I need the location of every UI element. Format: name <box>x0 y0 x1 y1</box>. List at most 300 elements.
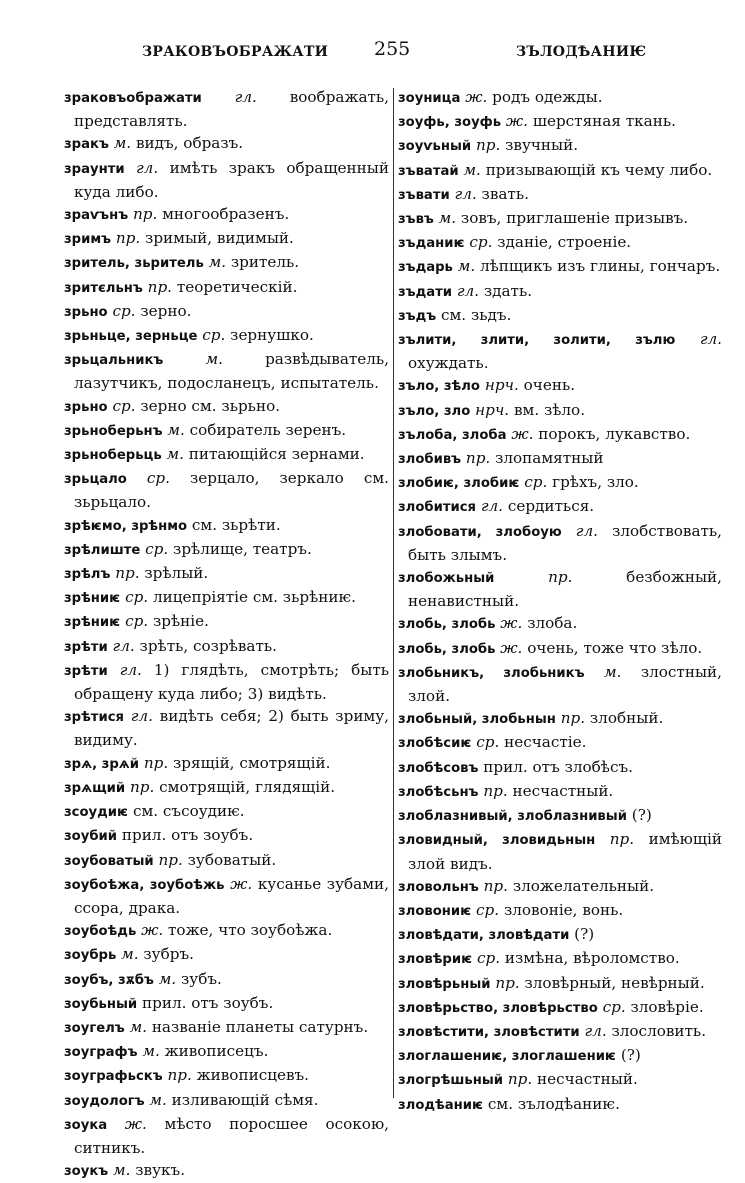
dictionary-entry <box>398 495 722 519</box>
entry-definition: зрѣть, созрѣвать. <box>139 636 277 655</box>
entry-definition: (?) <box>574 925 595 944</box>
dictionary-entry <box>398 183 722 207</box>
dictionary-entry <box>398 996 722 1020</box>
dictionary-entry <box>398 804 722 828</box>
entry-definition: зубъ. <box>180 969 222 988</box>
dictionary-entry <box>398 1044 722 1068</box>
entry-headword: зоуграфъ <box>64 1045 138 1061</box>
dictionary-entry <box>64 132 389 156</box>
entry-headword: зъдарь <box>398 260 453 276</box>
entry-definition: сердиться. <box>507 497 595 516</box>
dictionary-entry <box>64 705 389 751</box>
entry-grammar-label: ср. <box>202 326 226 345</box>
dictionary-entry <box>64 968 389 992</box>
entry-headword: зъдъ <box>398 308 437 324</box>
dictionary-entry <box>398 637 722 661</box>
entry-headword: зъло, зѣло <box>398 379 480 395</box>
entry-definition: зубоватый. <box>187 850 277 869</box>
entry-headword: зрьно <box>64 399 108 415</box>
dictionary-entry <box>64 610 389 634</box>
entry-definition: см. зьрѣти. <box>191 515 281 534</box>
entry-headword: зраунти <box>64 161 125 177</box>
entry-definition: злоба. <box>527 614 578 633</box>
entry-headword: зримъ <box>64 232 112 248</box>
entry-definition: прил. отъ зоубъ. <box>121 826 254 845</box>
entry-headword: зловидный, зловидьнын <box>398 833 596 849</box>
entry-headword: зловѣриѥ <box>398 952 473 968</box>
dictionary-entry <box>64 1016 389 1040</box>
entry-definition: зрящій, смотрящій. <box>173 753 331 772</box>
column-divider <box>393 88 394 1098</box>
entry-headword: злобожьный <box>398 571 495 587</box>
entry-definition: многообразенъ. <box>162 205 290 224</box>
entry-definition: зданіе, строеніе. <box>497 233 632 252</box>
entry-grammar-label: гл. <box>454 184 477 203</box>
entry-headword: зъвати <box>398 187 450 203</box>
dictionary-entry <box>398 923 722 947</box>
entry-headword: злодѣаниѥ <box>398 1097 484 1113</box>
dictionary-entry <box>398 972 722 996</box>
entry-grammar-label: м. <box>463 160 481 179</box>
entry-grammar-label: м. <box>438 209 457 228</box>
dictionary-entry <box>64 419 389 443</box>
entry-headword: зрѣниѥ <box>64 591 121 607</box>
entry-definition: тоже, что зоубоѣжа. <box>168 921 333 940</box>
dictionary-entry <box>398 566 722 612</box>
dictionary-entry <box>64 659 389 705</box>
entry-headword: зоугелъ <box>64 1020 125 1036</box>
entry-grammar-label: м. <box>113 134 132 153</box>
entry-grammar-label: ср. <box>146 469 170 488</box>
entry-headword: зраковъображати <box>64 91 202 106</box>
entry-grammar-label: м. <box>166 445 184 464</box>
entry-definition: вм. зѣло. <box>513 400 586 419</box>
entry-grammar-label: гл. <box>136 158 159 177</box>
entry-grammar-label: пр. <box>548 568 573 587</box>
entry-grammar-label: гл. <box>234 88 257 106</box>
entry-headword: зрьньце, зерньце <box>64 329 198 345</box>
dictionary-entry <box>398 159 722 183</box>
entry-headword: зоубий <box>64 829 118 845</box>
dictionary-entry <box>64 227 389 251</box>
entry-definition: зерно. <box>140 301 192 320</box>
dictionary-entry <box>64 251 389 275</box>
entry-definition: зернушко. <box>230 326 314 345</box>
entry-headword: зълоба, злоба <box>398 427 507 443</box>
entry-headword: злобь, злобь <box>398 617 496 633</box>
entry-definition: питающійся зернами. <box>188 445 365 464</box>
dictionary-entry <box>398 280 722 304</box>
entry-headword: зловѣрьный <box>398 976 491 992</box>
entry-grammar-label: м. <box>142 1042 160 1061</box>
entry-headword: злобиѥ, злобиѥ <box>398 476 520 492</box>
entry-headword: зрьцальникъ <box>64 353 164 369</box>
entry-grammar-label: пр. <box>483 876 508 895</box>
entry-grammar-label: нрч. <box>484 376 519 395</box>
entry-grammar-label: ж. <box>500 638 523 657</box>
dictionary-entry <box>64 514 389 538</box>
entry-headword: зъдати <box>398 284 453 300</box>
entry-grammar-label: ж. <box>511 424 534 443</box>
entry-grammar-label: ж. <box>141 921 164 940</box>
entry-definition: имѣть зракъ обращенный куда либо. <box>74 158 390 201</box>
dictionary-entry <box>64 324 389 348</box>
entry-definition: зловѣрный, невѣрный. <box>524 973 705 992</box>
entry-headword: зрѧ, зрѧй <box>64 756 139 772</box>
entry-headword: зоубоѣдь <box>64 924 137 940</box>
entry-definition: зрѣлище, театръ. <box>173 539 312 558</box>
entry-headword: зъватай <box>398 163 459 179</box>
dictionary-entry <box>64 824 389 848</box>
entry-grammar-label: ср. <box>125 588 149 607</box>
entry-headword: зритель, зьритель <box>64 256 204 272</box>
dictionary-entry <box>64 800 389 824</box>
entry-definition: воображать, представлять. <box>74 88 390 131</box>
dictionary-entry <box>398 899 722 923</box>
entry-headword: зритєльнъ <box>64 280 143 296</box>
dictionary-entry <box>64 1113 389 1159</box>
dictionary-entry <box>64 992 389 1016</box>
entry-definition: очень. <box>523 376 576 395</box>
dictionary-entry <box>64 586 389 610</box>
entry-headword: зоуфь, зоуфь <box>398 115 502 131</box>
entry-definition: (?) <box>631 806 652 825</box>
entry-grammar-label: гл. <box>456 281 480 300</box>
dictionary-entry <box>398 780 722 804</box>
entry-definition: зрѣніе. <box>152 612 209 631</box>
entry-definition: зерцало, зеркало см. зьрьцало. <box>74 469 389 512</box>
right-column <box>398 86 722 1117</box>
entry-grammar-label: ср. <box>145 539 169 558</box>
dictionary-entry <box>398 731 722 755</box>
dictionary-entry <box>398 520 722 566</box>
entry-definition: злобный. <box>589 709 664 728</box>
entry-headword: зоуница <box>398 91 461 106</box>
dictionary-entry <box>64 943 389 967</box>
entry-headword: зоуѵьный <box>398 139 472 155</box>
entry-grammar-label: гл. <box>480 497 504 516</box>
dictionary-entry <box>64 752 389 776</box>
entry-definition: несчастный. <box>537 1070 638 1089</box>
entry-headword: злобѣсьнъ <box>398 784 479 800</box>
entry-definition: видъ, образъ. <box>135 134 244 153</box>
entry-grammar-label: пр. <box>560 709 586 728</box>
entry-headword: зсоудиѥ <box>64 805 129 821</box>
entry-definition: порокъ, лукавство. <box>538 424 691 443</box>
entry-headword: зрьно <box>64 304 108 320</box>
dictionary-entry <box>64 776 389 800</box>
entry-grammar-label: ж. <box>230 874 253 893</box>
entry-headword: зрѣти <box>64 639 108 655</box>
entry-headword: зълити, злити, золити, зълю <box>398 333 676 349</box>
entry-definition: имѣющій злой видъ. <box>408 830 722 873</box>
entry-definition: зритель. <box>230 253 300 272</box>
entry-headword: злобьникъ, злобьникъ <box>398 665 585 681</box>
dictionary-entry <box>398 134 722 158</box>
dictionary-entry <box>64 467 389 513</box>
entry-headword: злобитися <box>398 500 476 516</box>
entry-grammar-label: пр. <box>129 777 155 796</box>
entry-grammar-label: м. <box>205 350 223 369</box>
dictionary-entry <box>398 471 722 495</box>
entry-grammar-label: гл. <box>119 660 142 679</box>
dictionary-entry <box>398 875 722 899</box>
entry-definition: лѣпщикъ изъ глины, гончаръ. <box>479 257 721 276</box>
entry-definition: 1) глядѣть, смотрѣть; быть обращену куда либо; 3) видѣть. <box>74 660 390 704</box>
entry-headword: зрьноберьць <box>64 448 162 464</box>
dictionary-entry <box>398 86 722 110</box>
entry-definition: см. зълодѣаниѥ. <box>487 1094 620 1113</box>
header-right-guideword: ЗЪЛОДѢАНИѤ <box>516 44 647 60</box>
entry-headword: зловѣдати, зловѣдати <box>398 928 570 944</box>
entry-definition: зримый, видимый. <box>145 229 294 248</box>
entry-grammar-label: ж. <box>505 112 529 131</box>
entry-headword: зрьноберьнъ <box>64 423 163 439</box>
entry-headword: зракъ <box>64 137 109 153</box>
entry-definition: прил. отъ злобѣсъ. <box>483 757 633 776</box>
dictionary-entry <box>398 661 722 707</box>
entry-definition: см. съсоудиѥ. <box>132 802 245 821</box>
entry-definition: здать. <box>483 281 533 300</box>
entry-headword: зоубрь <box>64 948 117 964</box>
dictionary-entry <box>398 1068 722 1092</box>
dictionary-entry <box>64 203 389 227</box>
dictionary-entry <box>64 157 389 203</box>
entry-grammar-label: гл. <box>575 521 598 540</box>
entry-definition: охуждать. <box>408 354 489 373</box>
dictionary-entry <box>64 86 389 132</box>
entry-grammar-label: пр. <box>465 449 491 468</box>
entry-grammar-label: пр. <box>483 781 508 800</box>
entry-grammar-label: м. <box>603 662 622 681</box>
entry-definition: живописцевъ. <box>196 1066 309 1085</box>
dictionary-entry <box>64 395 389 419</box>
entry-grammar-label: ср. <box>602 997 626 1016</box>
entry-grammar-label: ср. <box>112 301 136 320</box>
entry-headword: зрѧщий <box>64 780 126 796</box>
entry-headword: зъло, зло <box>398 403 471 419</box>
entry-definition: прил. отъ зоубъ. <box>141 993 274 1012</box>
dictionary-entry <box>398 447 722 471</box>
entry-definition: зложелательный. <box>512 876 655 895</box>
entry-grammar-label: м. <box>113 1161 131 1180</box>
entry-headword: злобивъ <box>398 452 462 468</box>
dictionary-entry <box>64 276 389 300</box>
entry-definition: лицепріятіе см. зьрѣниѥ. <box>152 588 356 607</box>
dictionary-entry <box>64 538 389 562</box>
entry-definition: грѣхъ, зло. <box>552 473 639 492</box>
entry-definition: живописецъ. <box>164 1042 269 1061</box>
dictionary-entry <box>64 300 389 324</box>
entry-definition: теоретическій. <box>176 277 298 296</box>
entry-grammar-label: пр. <box>609 830 635 849</box>
entry-headword: зъданиѥ <box>398 236 465 252</box>
entry-headword: зрѣти <box>64 663 108 679</box>
dictionary-entry <box>64 849 389 873</box>
entry-definition: злобствовать, быть злымъ. <box>408 521 723 564</box>
dictionary-entry <box>398 423 722 447</box>
dictionary-entry <box>398 756 722 780</box>
entry-definition: злословить. <box>611 1021 707 1040</box>
entry-grammar-label: пр. <box>147 277 172 296</box>
entry-definition: очень, тоже что зѣло. <box>527 638 703 657</box>
entry-grammar-label: м. <box>167 420 185 439</box>
entry-definition: названіе планеты сатурнъ. <box>151 1017 369 1036</box>
entry-definition: зловѣріе. <box>630 997 704 1016</box>
entry-headword: злобовати, злобоую <box>398 524 562 540</box>
dictionary-entry <box>64 873 389 919</box>
entry-grammar-label: гл. <box>130 707 153 726</box>
dictionary-entry <box>398 231 722 255</box>
entry-definition: несчастіе. <box>504 733 587 752</box>
entry-grammar-label: ср. <box>477 949 501 968</box>
dictionary-entry <box>398 612 722 636</box>
dictionary-entry <box>64 1040 389 1064</box>
entry-grammar-label: м. <box>158 969 177 988</box>
entry-definition: несчастный. <box>512 781 614 800</box>
running-header <box>0 38 745 74</box>
entry-grammar-label: ср. <box>476 733 500 752</box>
entry-headword: зраѵънъ <box>64 208 129 224</box>
entry-definition: звукъ. <box>135 1161 186 1180</box>
left-column <box>64 86 389 1183</box>
entry-headword: злоглашениѥ, злоглашениѥ <box>398 1049 616 1065</box>
entry-definition: звучный. <box>505 136 579 155</box>
entry-grammar-label: пр. <box>158 850 183 869</box>
dictionary-entry <box>64 635 389 659</box>
entry-definition: изливающій сѣмя. <box>171 1090 319 1109</box>
entry-definition: зловоніе, вонь. <box>503 900 624 919</box>
entry-grammar-label: ж. <box>465 88 488 106</box>
entry-definition: кусанье зубами, ссора, драка. <box>74 874 389 917</box>
entry-headword: зрѣлъ <box>64 567 111 583</box>
entry-headword: зоукъ <box>64 1164 109 1180</box>
dictionary-entry <box>398 399 722 423</box>
header-left-guideword: ЗРАКОВЪОБРАЖАТИ <box>142 44 329 60</box>
entry-definition: собиратель зеренъ. <box>189 420 347 439</box>
entry-definition: смотрящій, глядящій. <box>159 777 336 796</box>
entry-grammar-label: гл. <box>699 330 722 349</box>
entry-grammar-label: пр. <box>115 229 141 248</box>
dictionary-entry <box>398 1093 722 1117</box>
entry-definition: злостный, злой. <box>408 662 722 706</box>
dictionary-entry <box>64 1064 389 1088</box>
entry-definition: звать. <box>481 184 529 203</box>
entry-grammar-label: гл. <box>584 1021 607 1040</box>
entry-definition: (?) <box>620 1046 641 1065</box>
dictionary-entry <box>64 1159 389 1183</box>
dictionary-entry <box>64 562 389 586</box>
entry-grammar-label: ср. <box>112 396 136 415</box>
entry-grammar-label: ср. <box>469 233 493 252</box>
entry-grammar-label: ср. <box>524 473 548 492</box>
entry-headword: зловольнъ <box>398 879 479 895</box>
entry-grammar-label: м. <box>457 257 476 276</box>
entry-definition: злопамятный <box>495 449 604 468</box>
dictionary-entry <box>398 947 722 971</box>
dictionary-entry <box>398 828 722 874</box>
entry-grammar-label: гл. <box>112 636 135 655</box>
entry-grammar-label: пр. <box>167 1066 192 1085</box>
entry-grammar-label: м. <box>149 1090 167 1109</box>
entry-definition: безбожный, ненавистный. <box>408 568 723 611</box>
entry-definition: родъ одежды. <box>492 88 603 106</box>
entry-headword: злогрѣшьный <box>398 1073 504 1089</box>
entry-headword: зоубьный <box>64 996 138 1012</box>
entry-headword: зрѣниѥ <box>64 615 121 631</box>
entry-headword: зоуграфьскъ <box>64 1069 163 1085</box>
entry-headword: зрѣтися <box>64 710 124 726</box>
entry-definition: зубръ. <box>143 945 194 964</box>
entry-headword: зрѣлиште <box>64 542 141 558</box>
entry-grammar-label: нрч. <box>475 400 510 419</box>
entry-definition: развѣдыватель, лазутчикъ, подосланецъ, испытатель. <box>74 350 390 393</box>
entry-grammar-label: пр. <box>475 136 501 155</box>
entry-grammar-label: пр. <box>115 564 140 583</box>
entry-headword: злобѣсиѥ <box>398 736 472 752</box>
entry-definition: измѣна, вѣроломство. <box>504 949 680 968</box>
dictionary-entry <box>398 707 722 731</box>
dictionary-entry <box>398 328 722 374</box>
dictionary-entry <box>64 443 389 467</box>
entry-grammar-label: ср. <box>125 612 149 631</box>
entry-headword: зоубъ, зѫбъ <box>64 972 154 988</box>
entry-definition: зрѣлый. <box>144 564 209 583</box>
dictionary-entry <box>398 304 722 328</box>
entry-definition: мѣсто поросшее осокою, ситникъ. <box>74 1114 389 1157</box>
entry-headword: зловониѥ <box>398 903 472 919</box>
entry-definition: шерстяная ткань. <box>532 112 676 131</box>
dictionary-entry <box>398 255 722 279</box>
entry-headword: злоблазнивый, злоблазнивый <box>398 809 627 825</box>
entry-headword: зоубоватый <box>64 853 154 869</box>
entry-definition: см. зьдъ. <box>440 305 512 324</box>
entry-grammar-label: пр. <box>495 973 520 992</box>
dictionary-entry <box>64 1089 389 1113</box>
page-number: 255 <box>374 38 411 60</box>
entry-headword: злобь, злобь <box>398 641 496 657</box>
entry-grammar-label: ж. <box>124 1114 147 1133</box>
entry-headword: зловѣрьство, зловѣрьство <box>398 1000 598 1016</box>
entry-grammar-label: м. <box>208 253 227 272</box>
entry-grammar-label: пр. <box>143 753 169 772</box>
entry-definition: призывающій къ чему либо. <box>485 160 713 179</box>
entry-headword: злобѣсовъ <box>398 760 479 776</box>
dictionary-entry <box>64 919 389 943</box>
dictionary-entry <box>398 1020 722 1044</box>
entry-headword: зоука <box>64 1117 108 1133</box>
entry-headword: зоубоѣжа, зоубоѣжь <box>64 877 225 893</box>
entry-headword: зоудологъ <box>64 1093 145 1109</box>
entry-grammar-label: пр. <box>507 1070 533 1089</box>
entry-headword: зрѣѥмо, зрѣнмо <box>64 518 188 534</box>
entry-grammar-label: ср. <box>476 900 500 919</box>
entry-grammar-label: м. <box>121 945 139 964</box>
entry-headword: зловѣстити, зловѣстити <box>398 1024 580 1040</box>
entry-grammar-label: пр. <box>132 205 158 224</box>
dictionary-entry <box>398 207 722 231</box>
entry-grammar-label: м. <box>129 1017 147 1036</box>
entry-grammar-label: ж. <box>500 614 523 633</box>
entry-definition: зерно см. зьрьно. <box>140 396 281 415</box>
entry-headword: зрьцало <box>64 472 127 488</box>
entry-definition: видѣть себя; 2) быть зриму, видиму. <box>74 707 390 750</box>
entry-headword: злобьный, злобьнын <box>398 712 556 728</box>
entry-headword: зъвъ <box>398 212 434 228</box>
entry-definition: зовъ, приглашеніе призывъ. <box>460 209 689 228</box>
dictionary-entry <box>64 348 389 394</box>
dictionary-entry <box>398 110 722 134</box>
